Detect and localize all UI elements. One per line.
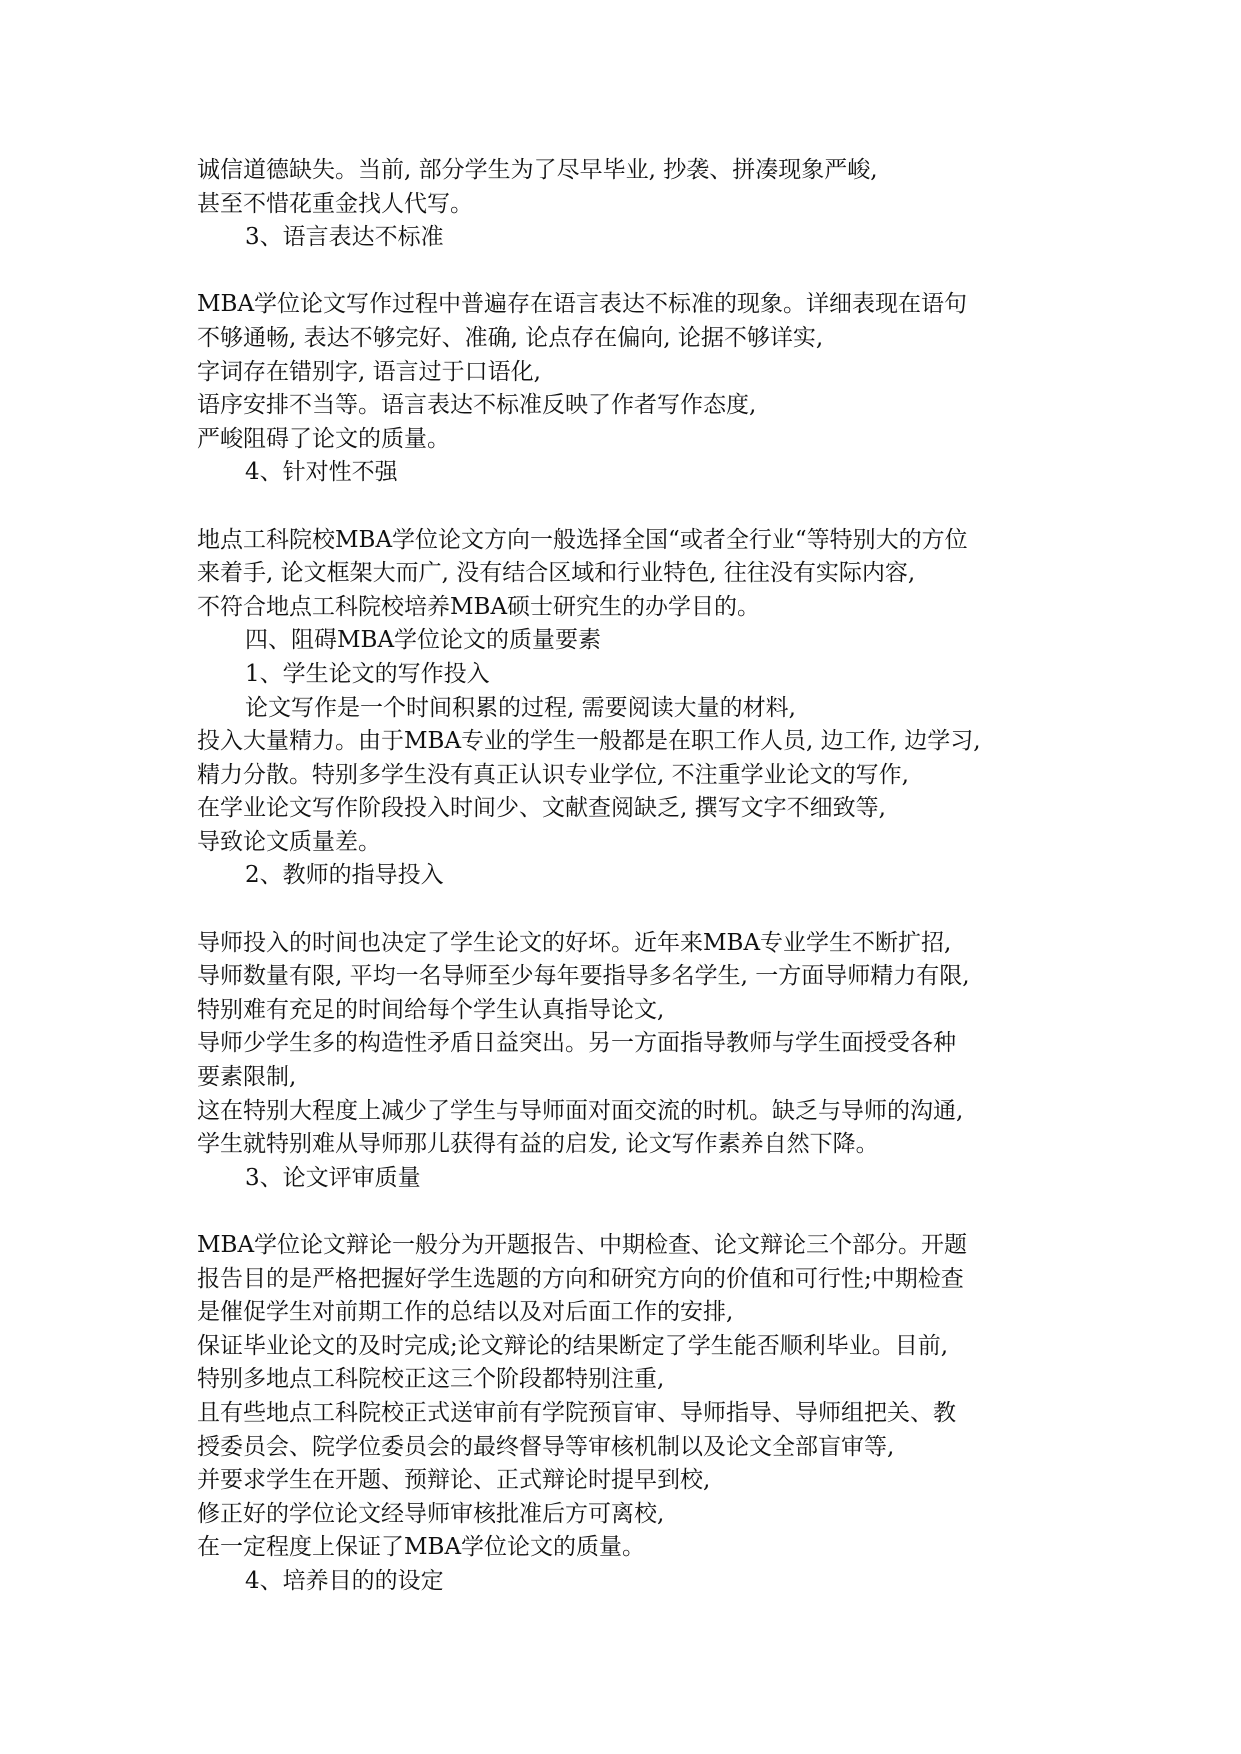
text-line: 诚信道德缺失。当前, 部分学生为了尽早毕业, 抄袭、拼凑现象严峻, bbox=[197, 157, 878, 183]
text-line: 保证毕业论文的及时完成;论文辩论的结果断定了学生能否顺利毕业。目前, bbox=[197, 1332, 949, 1359]
blank-line bbox=[197, 490, 1077, 524]
text-line: 学生就特别难从导师那儿获得有益的启发, 论文写作素养自然下降。 bbox=[197, 1131, 879, 1158]
text-line: 是催促学生对前期工作的总结以及对后面工作的安排, bbox=[197, 1299, 734, 1326]
text-line: 1、学生论文的写作投入 bbox=[245, 660, 490, 687]
text-line: 3、论文评审质量 bbox=[245, 1164, 421, 1191]
text-line: 报告目的是严格把握好学生选题的方向和研究方向的价值和可行性;中期检查 bbox=[197, 1265, 964, 1292]
text-line: 论文写作是一个时间积累的过程, 需要阅读大量的材料, bbox=[245, 694, 796, 721]
text-line: 导师投入的时间也决定了学生论文的好坏。近年来MBA专业学生不断扩招, bbox=[197, 929, 952, 956]
text-line: 4、针对性不强 bbox=[245, 459, 398, 486]
text-line: 精力分散。特别多学生没有真正认识专业学位, 不注重学业论文的写作, bbox=[197, 761, 909, 788]
text-line: 并要求学生在开题、预辩论、正式辩论时提早到校, bbox=[197, 1467, 711, 1494]
text-line: 导致论文质量差。 bbox=[197, 828, 381, 855]
text-line: 地点工科院校MBA学位论文方向一般选择全国“或者全行业“等特别大的方位 bbox=[197, 526, 968, 553]
text-line: 不够通畅, 表达不够完好、准确, 论点存在偏向, 论据不够详实, bbox=[197, 324, 824, 351]
blank-line bbox=[197, 893, 1077, 927]
text-line: 这在特别大程度上减少了学生与导师面对面交流的时机。缺乏与导师的沟通, bbox=[197, 1097, 964, 1124]
text-line: 不符合地点工科院校培养MBA硕士研究生的办学目的。 bbox=[197, 593, 761, 620]
text-line: MBA学位论文写作过程中普遍存在语言表达不标准的现象。详细表现在语句 bbox=[197, 291, 968, 318]
text-line: 授委员会、院学位委员会的最终督导等审核机制以及论文全部盲审等, bbox=[197, 1433, 895, 1460]
text-line: 修正好的学位论文经导师审核批准后方可离校, bbox=[197, 1500, 665, 1527]
text-line: 2、教师的指导投入 bbox=[245, 862, 444, 889]
text-line: 且有些地点工科院校正式送审前有学院预盲审、导师指导、导师组把关、教 bbox=[197, 1399, 956, 1426]
text-line: 语序安排不当等。语言表达不标准反映了作者写作态度, bbox=[197, 392, 757, 419]
text-line: 要素限制, bbox=[197, 1064, 297, 1091]
text-line: 严峻阻碍了论文的质量。 bbox=[197, 425, 450, 452]
text-line: 3、语言表达不标准 bbox=[245, 224, 444, 251]
text-line: 导师少学生多的构造性矛盾日益突出。另一方面指导教师与学生面授受各种 bbox=[197, 1030, 956, 1057]
text-line: 4、培养目的的设定 bbox=[245, 1567, 444, 1594]
text-line: 特别多地点工科院校正这三个阶段都特别注重, bbox=[197, 1366, 665, 1393]
text-line: 投入大量精力。由于MBA专业的学生一般都是在职工作人员, 边工作, 边学习, bbox=[197, 728, 981, 755]
text-line: 四、阻碍MBA学位论文的质量要素 bbox=[245, 627, 602, 654]
text-line: 特别难有充足的时间给每个学生认真指导论文, bbox=[197, 996, 665, 1023]
text-line: 来着手, 论文框架大而广, 没有结合区域和行业特色, 往往没有实际内容, bbox=[197, 560, 916, 587]
text-line: MBA学位论文辩论一般分为开题报告、中期检查、论文辩论三个部分。开题 bbox=[197, 1232, 968, 1258]
text-line: 在一定程度上保证了MBA学位论文的质量。 bbox=[197, 1534, 646, 1561]
text-line: 导师数量有限, 平均一名导师至少每年要指导多名学生, 一方面导师精力有限, bbox=[197, 963, 970, 990]
blank-line bbox=[197, 1195, 1077, 1229]
blank-line bbox=[197, 255, 1077, 289]
text-line: 在学业论文写作阶段投入时间少、文献查阅缺乏, 撰写文字不细致等, bbox=[197, 795, 886, 822]
text-line: 字词存在错别字, 语言过于口语化, bbox=[197, 358, 541, 385]
document-body bbox=[197, 154, 1077, 1599]
text-line: 甚至不惜花重金找人代写。 bbox=[197, 190, 473, 217]
